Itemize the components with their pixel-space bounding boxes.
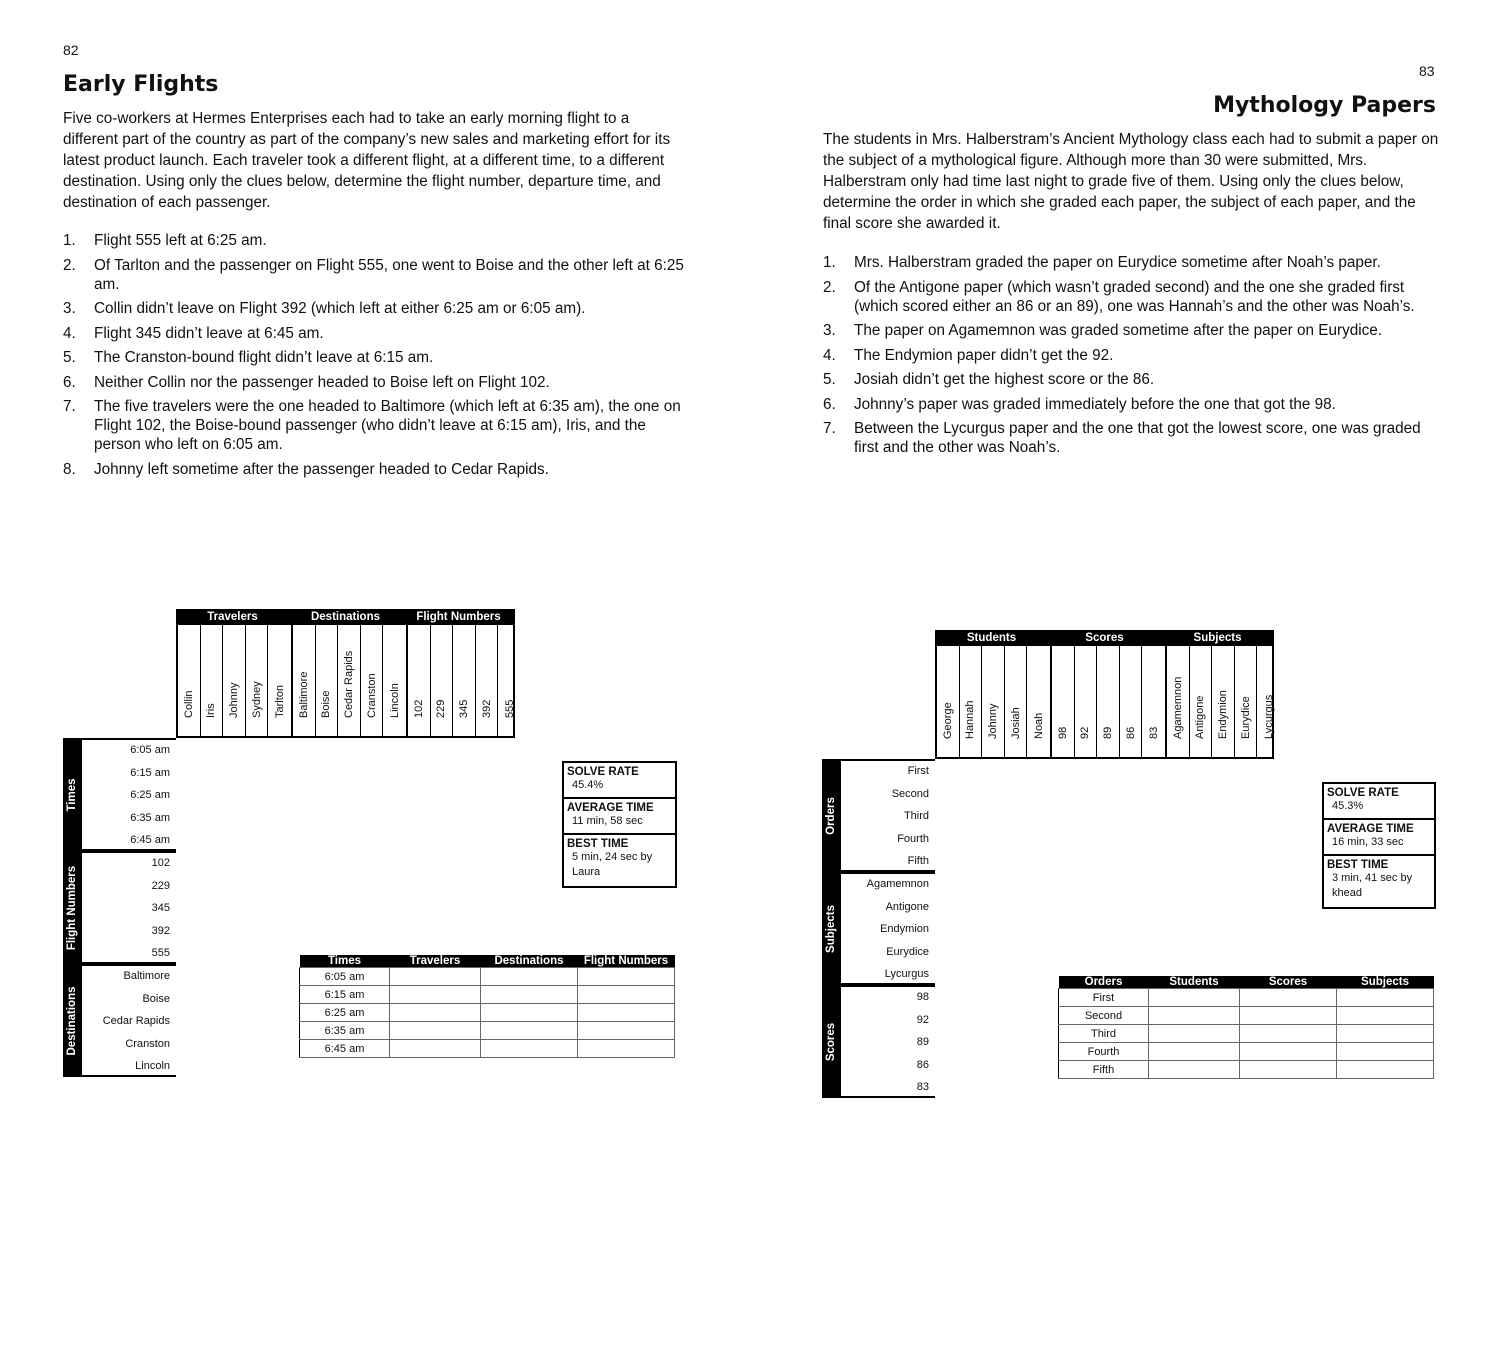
column-label: 102 xyxy=(408,625,431,736)
row-labels xyxy=(839,985,935,1098)
grid-block xyxy=(0,565,113,678)
answer-row: First xyxy=(1059,989,1434,1007)
column-label: 98 xyxy=(1052,646,1075,757)
column-label: 83 xyxy=(1147,726,1160,739)
column-label: Endymion xyxy=(1212,646,1235,757)
answer-row: 6:25 am xyxy=(300,1004,675,1022)
answer-header: Subjects xyxy=(1337,976,1434,989)
clue-item: 4. Flight 345 didn’t leave at 6:45 am. xyxy=(63,324,324,342)
grid-block xyxy=(0,1243,113,1356)
row-label: 83 xyxy=(916,1081,929,1094)
row-label: Lycurgus xyxy=(884,968,929,981)
row-label: 6:05 am xyxy=(130,744,170,756)
clue-item: 7. The five travelers were the one headed to Baltimore (which left at 6:35 am), the one on Flight 102, the Boise-bound passenger (who didn’t leave at 6:15 am), Iris, and the person who left on 6:05 am. xyxy=(63,398,681,453)
row-label: Eurydice xyxy=(886,945,929,958)
answer-row: Fifth xyxy=(1059,1061,1434,1079)
column-label: Hannah xyxy=(960,646,983,757)
answer-header: Orders xyxy=(1059,976,1149,989)
column-label: Lycurgus xyxy=(1262,694,1275,739)
column-label: Noah xyxy=(1032,712,1045,739)
row-labels xyxy=(80,964,176,1077)
answer-row: Fourth xyxy=(1059,1043,1434,1061)
row-label: Fourth xyxy=(897,832,929,845)
column-label: Iris xyxy=(201,625,224,736)
column-group-header: Destinations xyxy=(289,609,402,625)
row-label: 345 xyxy=(151,902,170,915)
average-time-label: AVERAGE TIME xyxy=(1327,823,1414,835)
row-group-header: Flight Numbers xyxy=(63,851,80,964)
column-group-header: Travelers xyxy=(176,609,289,625)
clue-list xyxy=(63,231,693,484)
row-label: Endymion xyxy=(880,923,929,936)
row-label: 6:25 am xyxy=(130,789,170,802)
row-labels xyxy=(839,872,935,985)
solve-rate-value: 45.3% xyxy=(1332,800,1364,812)
column-group-header: Scores xyxy=(1048,630,1161,646)
clue-item: 6. Neither Collin nor the passenger headed to Boise left on Flight 102. xyxy=(63,373,550,391)
column-label: Cedar Rapids xyxy=(338,625,361,736)
row-labels xyxy=(80,851,176,964)
row-label: 89 xyxy=(916,1036,929,1049)
grid-block xyxy=(0,1130,113,1243)
puzzle-title: Mythology Papers xyxy=(1213,93,1436,118)
row-label: Antigone xyxy=(885,900,929,913)
row-label: First xyxy=(907,765,929,777)
row-label: Lincoln xyxy=(135,1060,170,1073)
page-number: 82 xyxy=(63,42,79,58)
answer-row: Second xyxy=(1059,1007,1434,1025)
solve-rate-value: 45.4% xyxy=(572,779,604,791)
best-time-value: 3 min, 41 sec by khead xyxy=(1332,872,1413,899)
column-label: Sydney xyxy=(246,625,269,736)
row-label: 6:15 am xyxy=(130,766,170,779)
clue-item: 4. The Endymion paper didn’t get the 92. xyxy=(823,346,1114,364)
best-time-value: 5 min, 24 sec by Laura xyxy=(572,851,653,878)
column-group xyxy=(408,625,521,736)
answer-header: Students xyxy=(1149,976,1240,989)
answer-header: Flight Numbers xyxy=(578,955,675,968)
row-label: 102 xyxy=(151,857,170,869)
row-label: 98 xyxy=(916,991,929,1003)
column-label: 392 xyxy=(476,625,499,736)
column-group-header: Flight Numbers xyxy=(402,609,515,625)
row-labels xyxy=(839,759,935,872)
row-label: Agamemnon xyxy=(866,878,929,890)
column-group xyxy=(178,625,293,736)
column-label: Lincoln xyxy=(388,683,401,718)
row-label: 6:35 am xyxy=(130,811,170,824)
row-label: 6:45 am xyxy=(130,834,170,847)
column-label: Josiah xyxy=(1005,646,1028,757)
column-label: Baltimore xyxy=(293,625,316,736)
clue-item: 1. Flight 555 left at 6:25 am. xyxy=(63,232,267,249)
clue-item: 3. Collin didn’t leave on Flight 392 (which left at either 6:25 am or 6:05 am). xyxy=(63,300,586,317)
column-label: Cranston xyxy=(361,625,384,736)
answer-table xyxy=(1058,976,1434,1079)
answer-row: 6:15 am xyxy=(300,986,675,1004)
answer-row: 6:35 am xyxy=(300,1022,675,1040)
column-label: Tarlton xyxy=(273,684,286,718)
column-label: 229 xyxy=(431,625,454,736)
puzzle-intro: Five co-workers at Hermes Enterprises each had to take an early morning flight to a different part of the country as part of the company’s new sales and marketing effort for its latest product launch. Each traveler took a different flight, at a different time, to a different destination. Using only the clues below, determine the flight number, departure time, and destination of each passenger. xyxy=(63,110,671,211)
puzzle-title: Early Flights xyxy=(63,72,219,97)
column-label: Agamemnon xyxy=(1167,646,1190,757)
column-labels xyxy=(935,646,1274,759)
column-group-header: Subjects xyxy=(1161,630,1274,646)
clue-item: 1. Mrs. Halberstram graded the paper on Eurydice sometime after Noah’s paper. xyxy=(823,254,1381,271)
row-label: Third xyxy=(903,810,929,823)
average-time-value: 11 min, 58 sec xyxy=(572,815,643,827)
row-label: Fifth xyxy=(907,855,929,868)
row-group-header: Times xyxy=(63,738,80,851)
answer-table xyxy=(299,955,675,1058)
row-label: 555 xyxy=(151,947,170,960)
column-label: 89 xyxy=(1097,646,1120,757)
row-label: 229 xyxy=(151,879,170,892)
average-time-value: 16 min, 33 sec xyxy=(1332,836,1404,848)
clue-item: 5. The Cranston-bound flight didn’t leave at 6:15 am. xyxy=(63,349,434,366)
column-group xyxy=(1167,646,1280,757)
stats-box xyxy=(562,761,677,888)
clue-list xyxy=(823,253,1438,463)
row-label: Cedar Rapids xyxy=(102,1015,170,1028)
column-label: Johnny xyxy=(223,625,246,736)
stats-box xyxy=(1322,782,1436,909)
clue-item: 2. Of Tarlton and the passenger on Flight 555, one went to Boise and the other left at 6:25 am. xyxy=(63,256,684,293)
column-label: Antigone xyxy=(1190,646,1213,757)
row-label: Cranston xyxy=(125,1037,170,1050)
clue-item: 2. Of the Antigone paper (which wasn’t graded second) and the one she graded first (which scored either an 86 or an 89), one was Hannah’s and the other was Noah’s. xyxy=(823,278,1415,315)
clue-item: 6. Johnny’s paper was graded immediately before the one that got the 98. xyxy=(823,395,1336,413)
column-group xyxy=(1052,646,1167,757)
row-label: 86 xyxy=(916,1058,929,1071)
column-label: George xyxy=(937,646,960,757)
column-label: Collin xyxy=(178,625,201,736)
answer-header: Travelers xyxy=(390,955,481,968)
column-label: 86 xyxy=(1120,646,1143,757)
column-label: 555 xyxy=(503,699,516,718)
best-time-label: BEST TIME xyxy=(567,838,629,850)
column-group xyxy=(293,625,408,736)
column-label: Johnny xyxy=(982,646,1005,757)
column-group xyxy=(937,646,1052,757)
row-labels xyxy=(80,738,176,851)
column-label: Eurydice xyxy=(1235,646,1258,757)
column-label: 92 xyxy=(1075,646,1098,757)
row-label: 92 xyxy=(916,1013,929,1026)
clue-item: 5. Josiah didn’t get the highest score or the 86. xyxy=(823,371,1155,388)
column-label: 345 xyxy=(453,625,476,736)
row-label: Boise xyxy=(142,992,170,1005)
solve-rate-label: SOLVE RATE xyxy=(567,766,639,778)
row-group-header: Subjects xyxy=(822,872,839,985)
answer-row: 6:05 am xyxy=(300,968,675,986)
best-time-label: BEST TIME xyxy=(1327,859,1389,871)
average-time-label: AVERAGE TIME xyxy=(567,802,654,814)
column-label: Boise xyxy=(316,625,339,736)
column-group-header: Students xyxy=(935,630,1048,646)
row-group-header: Destinations xyxy=(63,964,80,1077)
column-labels xyxy=(176,625,515,738)
answer-header: Times xyxy=(300,955,390,968)
clue-item: 3. The paper on Agamemnon was graded sometime after the paper on Eurydice. xyxy=(823,322,1383,339)
clue-item: 7. Between the Lycurgus paper and the one that got the lowest score, one was graded first and the other was Noah’s. xyxy=(823,420,1421,456)
row-group-header: Scores xyxy=(822,985,839,1098)
clue-item: 8. Johnny left sometime after the passenger headed to Cedar Rapids. xyxy=(63,460,549,478)
row-label: Second xyxy=(891,787,929,800)
answer-header: Destinations xyxy=(481,955,578,968)
row-group-header: Orders xyxy=(822,759,839,872)
answer-header: Scores xyxy=(1240,976,1337,989)
answer-row: 6:45 am xyxy=(300,1040,675,1058)
answer-row: Third xyxy=(1059,1025,1434,1043)
page-number: 83 xyxy=(1419,63,1435,79)
row-label: 392 xyxy=(151,924,170,937)
puzzle-intro: The students in Mrs. Halberstram’s Ancient Mythology class each had to submit a paper on the subject of a mythological figure. Although more than 30 were submitted, Mrs. Halberstram only had time last night to grade five of them. Using only the clues below, determine the order in which she graded each paper, the subject of each paper, and the final score she awarded it. xyxy=(823,131,1439,232)
row-label: Baltimore xyxy=(123,970,170,982)
solve-rate-label: SOLVE RATE xyxy=(1327,787,1399,799)
